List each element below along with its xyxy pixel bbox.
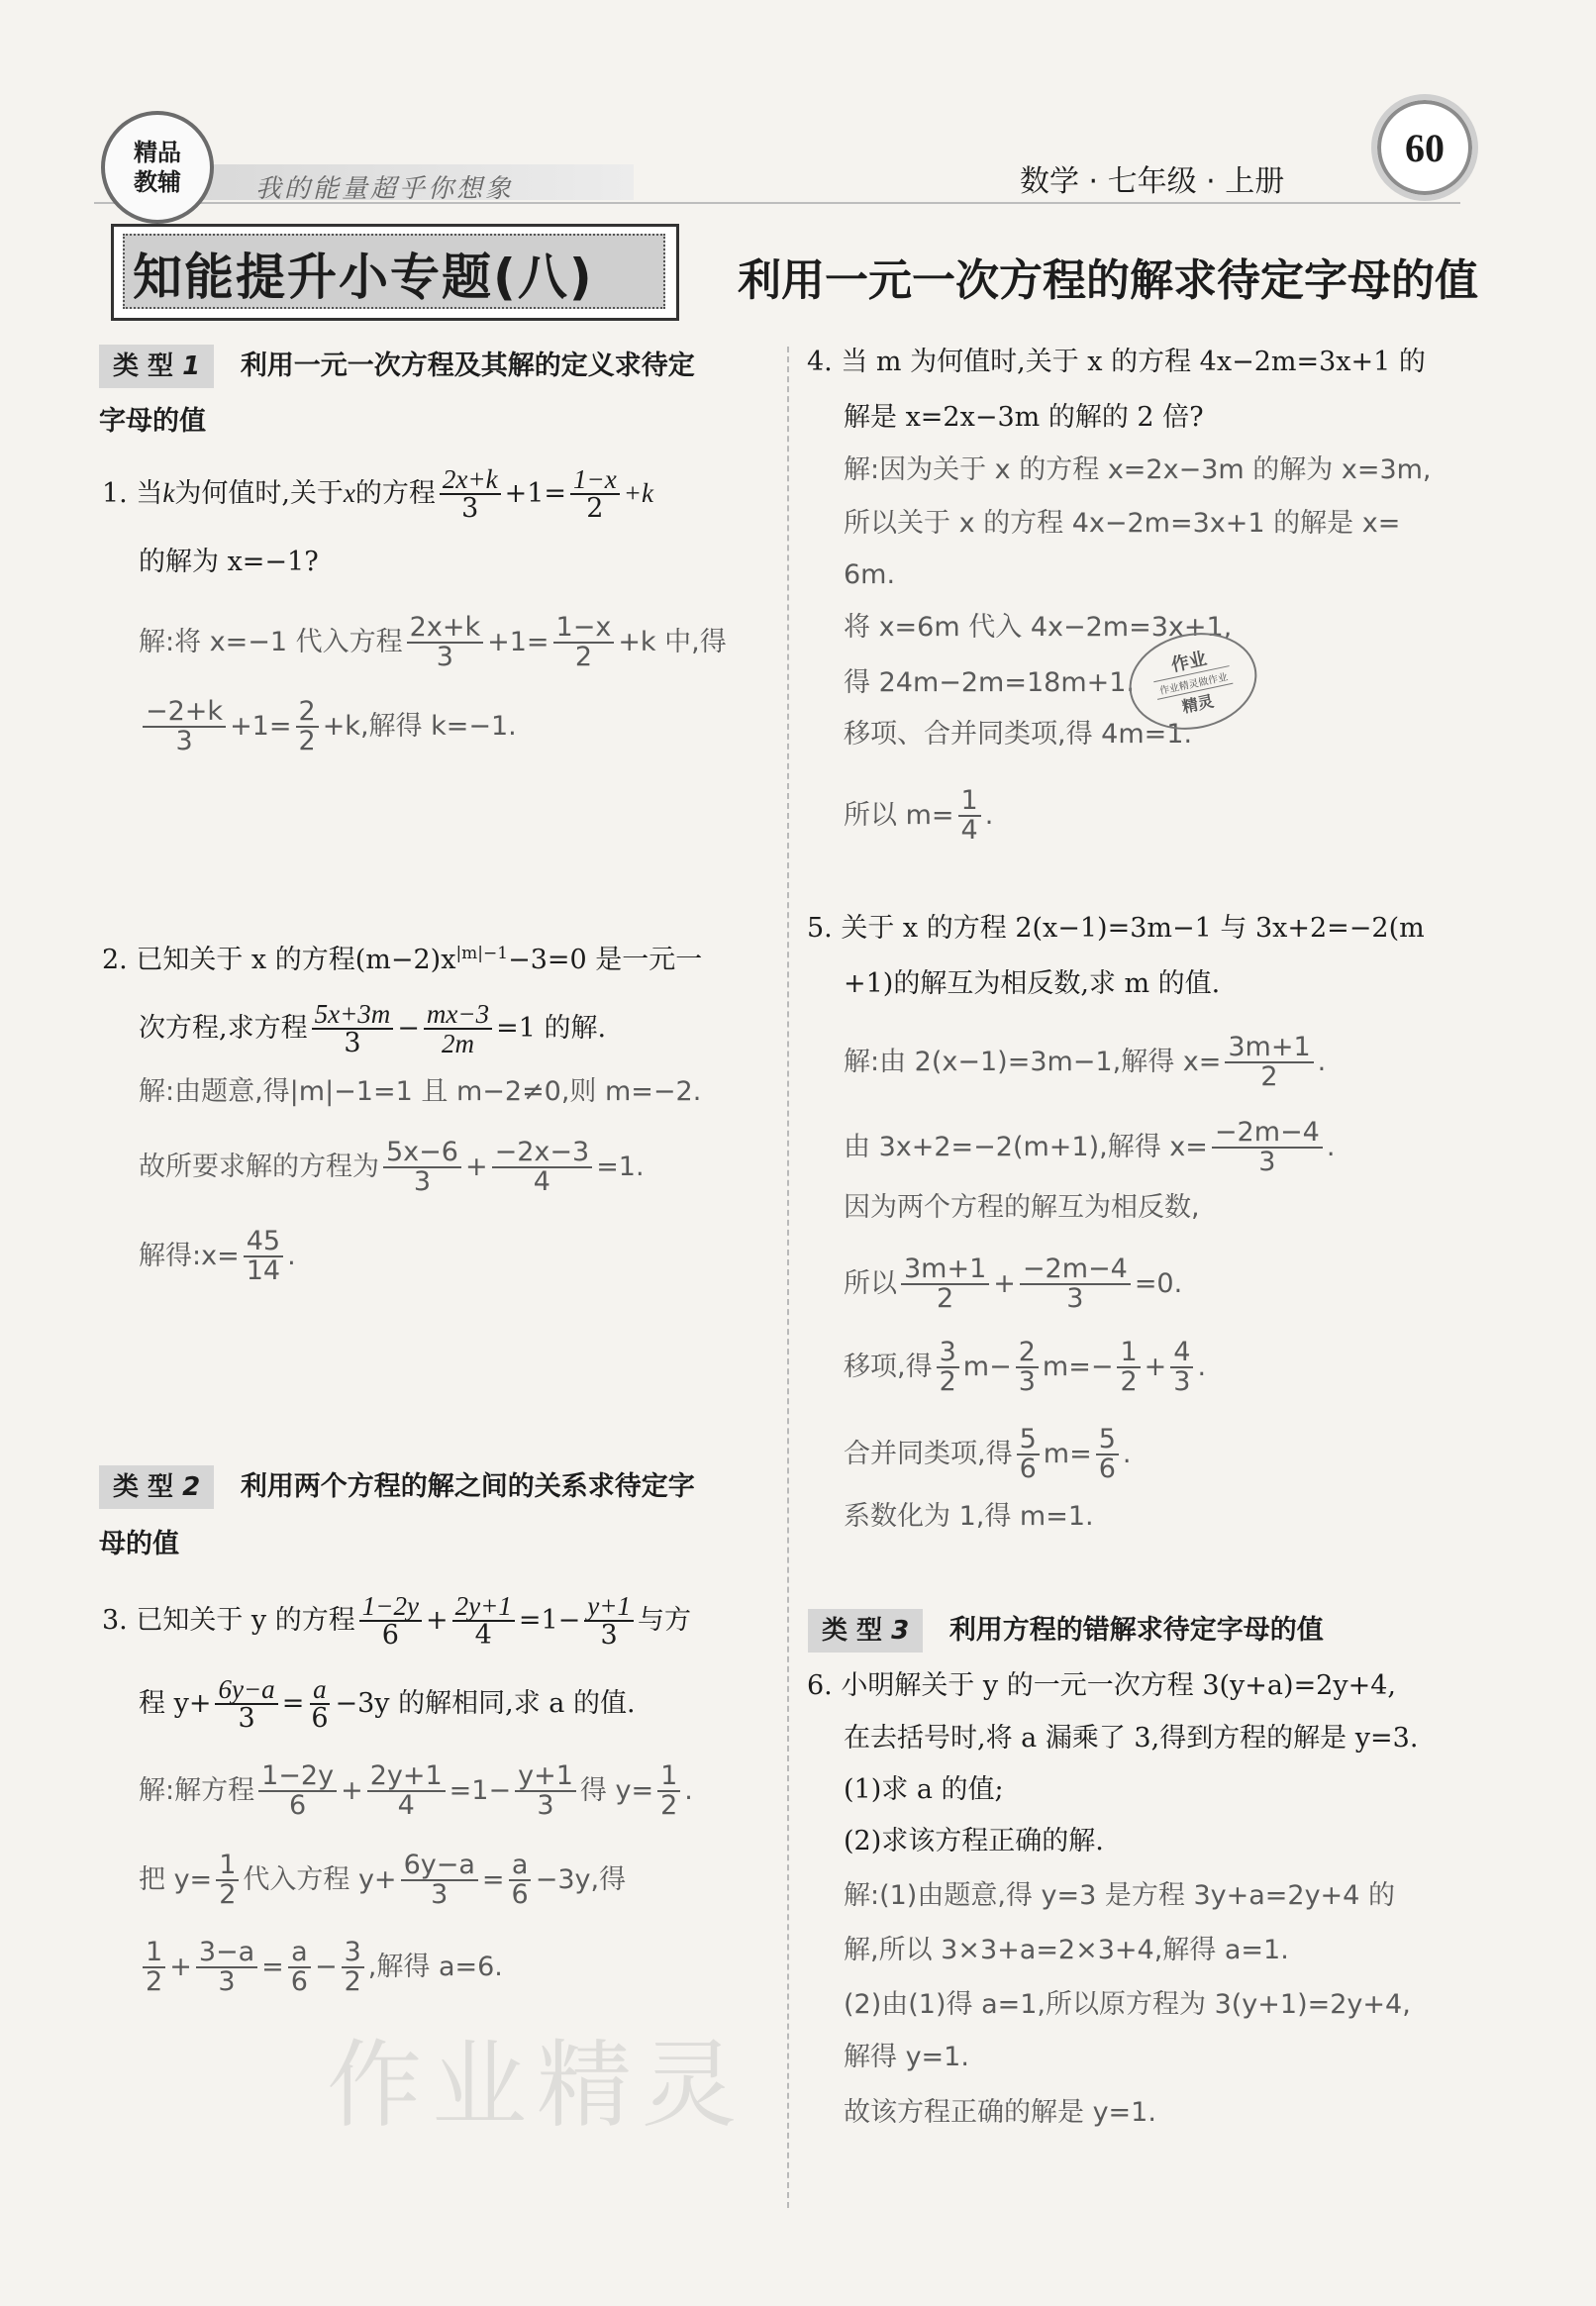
q3-solution-1: 解:解方程 $\frac{1-2y}{6}$ + $\frac{2y+1}{4}$ =1− $\frac{y+1}{3}$ 得 y= $\frac{1}{2}$ .: [139, 1760, 693, 1822]
q1-solution-1: 解:将 x=−1 代入方程 $\frac{2x+k}{3}$ +1= $\frac{1-x}{2}$ +k 中,得: [139, 612, 727, 673]
q2-line1: 2. 已知关于 x 的方程$(m-2)x^{|m|-1}-3=0$ 是一元一: [102, 944, 703, 975]
q5-solution-3: 因为两个方程的解互为相反数,: [844, 1192, 1200, 1223]
type-2-heading-cont: 母的值: [99, 1529, 179, 1559]
type-2-tag: 类 型 2: [99, 1465, 214, 1509]
page-number: 60: [1405, 125, 1445, 170]
q6-solution-4: 解得 y=1.: [844, 2042, 969, 2072]
q2-solution-3: 解得:x= $\frac{45}{14}$ .: [139, 1226, 296, 1287]
q5-solution-5: 移项,得 $\frac{3}{2}$ m− $\frac{2}{3}$ m=− $\frac{1}{2}$ + $\frac{4}{3}$ .: [844, 1337, 1207, 1398]
type-1-tag: 类 型 1: [99, 345, 214, 388]
q6-solution-2: 解,所以 3×3+a=2×3+4,解得 a=1.: [844, 1935, 1289, 1965]
q4-line1: 4. 当 m 为何值时,关于 x 的方程 4x−2m=3x+1 的: [807, 347, 1426, 377]
q6-solution-3: (2)由(1)得 a=1,所以原方程为 3(y+1)=2y+4,: [844, 1989, 1411, 2020]
q5-solution-2: 由 3x+2=−2(m+1),解得 x= $\frac{-2m-4}{3}$ .: [844, 1117, 1336, 1178]
page-number-badge: [1371, 94, 1478, 201]
q1-solution-2: $\frac{-2+k}{3}$ +1= $\frac{2}{2}$ +k,解得 k=−1.: [139, 698, 517, 756]
q5-solution-6: 合并同类项,得 $\frac{5}{6}$ m= $\frac{5}{6}$ .: [844, 1424, 1132, 1485]
page-title: 利用一元一次方程的解求待定字母的值: [738, 255, 1478, 306]
q5-line1: 5. 关于 x 的方程 2(x−1)=3m−1 与 3x+2=−2(m: [807, 913, 1425, 944]
q6-line2: 在去括号时,将 a 漏乘了 3,得到方程的解是 y=3.: [844, 1723, 1419, 1754]
q1-line1: 1. 当k为何值时,关于x的方程 $\frac{2x+k}{3}$ +1= $\frac{1-x}{2}$ +k: [102, 464, 653, 525]
q6-solution-1: 解:(1)由题意,得 y=3 是方程 3y+a=2y+4 的: [844, 1880, 1395, 1911]
q5-solution-7: 系数化为 1,得 m=1.: [844, 1501, 1094, 1532]
type-3-tag: 类 型 3: [808, 1609, 923, 1653]
special-topic-label: 知能提升小专题(八): [133, 249, 594, 306]
type-1-heading: 类 型 1 利用一元一次方程及其解的定义求待定: [99, 345, 695, 388]
stamp-top: 作业: [1169, 648, 1209, 676]
q3-line2: 程 y+ $\frac{6y-a}{3}$ = $\frac{a}{6}$ −3y 的解相同,求 a 的值.: [139, 1674, 636, 1735]
q3-solution-3: $\frac{1}{2}$ + $\frac{3-a}{3}$ = $\frac{a}{6}$ − $\frac{3}{2}$ ,解得 a=6.: [139, 1939, 503, 1997]
q6-solution-5: 故该方程正确的解是 y=1.: [844, 2097, 1156, 2128]
q4-solution-2: 所以关于 x 的方程 4x−2m=3x+1 的解是 x=: [844, 508, 1401, 539]
stamp-bottom: 精灵: [1180, 691, 1216, 717]
logo-line-2: 教辅: [134, 168, 181, 196]
q6-line1: 6. 小明解关于 y 的一元一次方程 3(y+a)=2y+4,: [807, 1670, 1397, 1701]
type-3-heading: 类 型 3 利用方程的错解求待定字母的值: [808, 1609, 1324, 1653]
q5-solution-4: 所以 $\frac{3m+1}{2}$ + $\frac{-2m-4}{3}$ =0.: [844, 1253, 1183, 1315]
slogan: 我的能量超乎你想象: [255, 174, 515, 204]
stamp-middle: 作业精灵做作业: [1153, 665, 1233, 700]
q4-solution-5: 得 24m−2m=18m+1.: [844, 667, 1136, 698]
q5-solution-1: 解:由 2(x−1)=3m−1,解得 x= $\frac{3m+1}{2}$ .: [844, 1032, 1327, 1093]
q1-line2: 的解为 x=−1?: [139, 547, 319, 577]
logo-line-1: 精品: [134, 139, 181, 166]
q5-line2: +1)的解互为相反数,求 m 的值.: [844, 968, 1221, 999]
q4-solution-7: 所以 m= $\frac{1}{4}$ .: [844, 785, 994, 847]
q3-solution-2: 把 y= $\frac{1}{2}$ 代入方程 y+ $\frac{6y-a}{3}$ = $\frac{a}{6}$ −3y,得: [139, 1850, 627, 1911]
q2-line2: 次方程,求方程 $\frac{5x+3m}{3}$ − $\frac{mx-3}{2m}$ =1 的解.: [139, 999, 607, 1059]
q4-solution-1: 解:因为关于 x 的方程 x=2x−3m 的解为 x=3m,: [844, 454, 1432, 485]
q4-solution-4: 将 x=6m 代入 4x−2m=3x+1,: [844, 612, 1233, 643]
type-2-heading: 类 型 2 利用两个方程的解之间的关系求待定字: [99, 1465, 695, 1509]
q2-solution-2: 故所要求解的方程为 $\frac{5x-6}{3}$ + $\frac{-2x-3}{4}$ =1.: [139, 1137, 645, 1198]
watermark: 作业精灵: [327, 2030, 747, 2141]
book-info: 数学 · 七年级 · 上册: [1020, 164, 1285, 199]
q6-line4: (2)求该方程正确的解.: [844, 1826, 1104, 1856]
q6-line3: (1)求 a 的值;: [844, 1774, 1004, 1805]
q4-solution-6: 移项、合并同类项,得 4m=1.: [844, 719, 1193, 750]
q4-solution-3: 6m.: [844, 559, 896, 590]
q4-line2: 解是 x=2x−3m 的解的 2 倍?: [844, 402, 1204, 433]
q2-solution-1: 解:由题意,得|m|−1=1 且 m−2≠0,则 m=−2.: [139, 1076, 702, 1107]
column-divider: [787, 347, 789, 2208]
q3-line1: 3. 已知关于 y 的方程 $\frac{1-2y}{6}$ + $\frac{2y+1}{4}$ =1− $\frac{y+1}{3}$ 与方: [102, 1591, 691, 1652]
type-1-heading-cont: 字母的值: [99, 406, 206, 437]
logo: [101, 111, 214, 224]
